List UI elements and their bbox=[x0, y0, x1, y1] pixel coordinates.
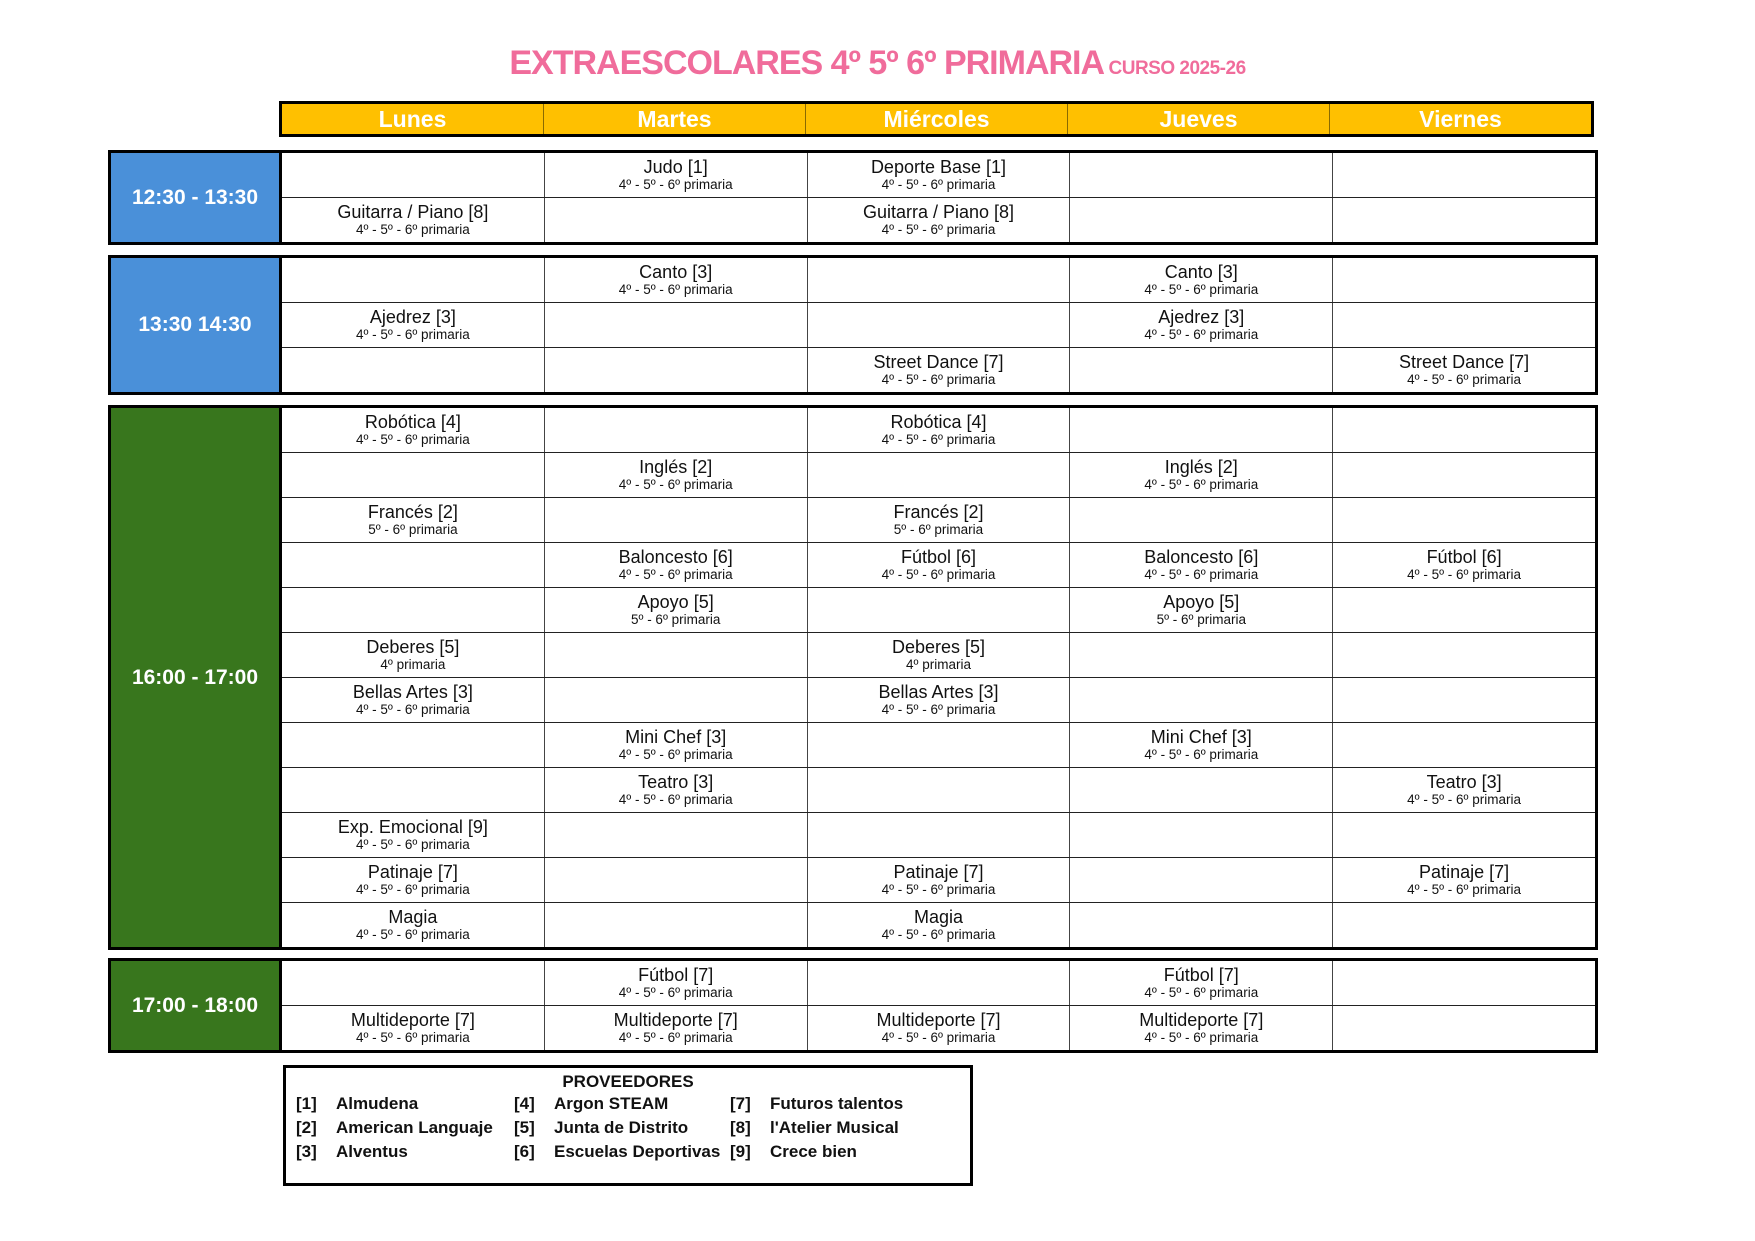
empty-cell bbox=[544, 858, 807, 902]
time-slot-label: 12:30 - 13:30 bbox=[111, 153, 282, 242]
activity-level: 4º - 5º - 6º primaria bbox=[618, 792, 733, 807]
activity-name: Patinaje [7] bbox=[1419, 862, 1510, 882]
empty-cell bbox=[1332, 198, 1595, 242]
activity-row bbox=[282, 677, 1595, 722]
activity-cell bbox=[282, 903, 544, 947]
activity-cell bbox=[1069, 588, 1332, 632]
activity-name: Francés [2] bbox=[893, 502, 984, 522]
activity-cell bbox=[807, 543, 1070, 587]
empty-cell bbox=[1332, 408, 1595, 452]
legend-column bbox=[296, 1094, 514, 1166]
activity-cell bbox=[807, 633, 1070, 677]
activity-name: Multideporte [7] bbox=[613, 1010, 738, 1030]
activity-level: 4º - 5º - 6º primaria bbox=[881, 927, 996, 942]
activity-name: Fútbol [7] bbox=[638, 965, 714, 985]
activity-level: 5º - 6º primaria bbox=[893, 522, 984, 537]
activity-row bbox=[282, 542, 1595, 587]
provider-name: Argon STEAM bbox=[554, 1094, 669, 1113]
legend-columns bbox=[286, 1094, 970, 1166]
activity-cell bbox=[544, 453, 807, 497]
activity-level: 4º - 5º - 6º primaria bbox=[1407, 567, 1521, 582]
activity-level: 4º - 5º - 6º primaria bbox=[618, 282, 733, 297]
provider-code: [2] bbox=[296, 1118, 317, 1137]
activity-name: Inglés [2] bbox=[1164, 457, 1238, 477]
provider-name: Futuros talentos bbox=[770, 1094, 904, 1113]
activity-cell bbox=[1332, 543, 1595, 587]
activity-name: Baloncesto [6] bbox=[618, 547, 733, 567]
empty-cell bbox=[1332, 498, 1595, 542]
time-block bbox=[108, 255, 1598, 395]
empty-cell bbox=[1332, 453, 1595, 497]
activity-cell bbox=[544, 258, 807, 302]
activity-cell bbox=[282, 858, 544, 902]
empty-cell bbox=[282, 453, 544, 497]
empty-cell bbox=[1069, 348, 1332, 392]
activity-row bbox=[282, 722, 1595, 767]
empty-cell bbox=[544, 678, 807, 722]
empty-cell bbox=[1332, 723, 1595, 767]
activity-level: 4º - 5º - 6º primaria bbox=[1144, 477, 1259, 492]
activity-name: Apoyo [5] bbox=[637, 592, 714, 612]
activity-level: 4º - 5º - 6º primaria bbox=[1144, 985, 1259, 1000]
activity-row bbox=[282, 961, 1595, 1005]
time-slot-label: 17:00 - 18:00 bbox=[111, 961, 282, 1050]
empty-cell bbox=[282, 588, 544, 632]
legend-column bbox=[514, 1094, 730, 1166]
empty-cell bbox=[1069, 633, 1332, 677]
empty-cell bbox=[1332, 903, 1595, 947]
activity-cell bbox=[1069, 1006, 1332, 1050]
empty-cell bbox=[282, 768, 544, 812]
activity-level: 4º - 5º - 6º primaria bbox=[1144, 282, 1259, 297]
day-martes: Martes bbox=[543, 104, 805, 134]
legend-item bbox=[296, 1142, 514, 1166]
provider-name: Almudena bbox=[336, 1094, 419, 1113]
provider-name: Escuelas Deportivas bbox=[554, 1142, 721, 1161]
activity-level: 4º - 5º - 6º primaria bbox=[618, 1030, 733, 1045]
activity-level: 4º - 5º - 6º primaria bbox=[355, 927, 470, 942]
legend-item bbox=[730, 1142, 930, 1166]
activity-cell bbox=[544, 153, 807, 197]
time-block bbox=[108, 405, 1598, 950]
legend-column bbox=[730, 1094, 930, 1166]
activity-cell bbox=[807, 198, 1070, 242]
activity-row bbox=[282, 408, 1595, 452]
activity-cell bbox=[807, 678, 1070, 722]
provider-name: Junta de Distrito bbox=[554, 1118, 689, 1137]
activity-name: Fútbol [7] bbox=[1163, 965, 1239, 985]
activity-name: Francés [2] bbox=[367, 502, 458, 522]
days-header bbox=[279, 101, 1594, 137]
activity-cell bbox=[544, 543, 807, 587]
activity-cell bbox=[1069, 723, 1332, 767]
time-block bbox=[108, 150, 1598, 245]
provider-code: [3] bbox=[296, 1142, 317, 1161]
empty-cell bbox=[1332, 303, 1595, 347]
empty-cell bbox=[544, 813, 807, 857]
empty-cell bbox=[282, 153, 544, 197]
activity-name: Inglés [2] bbox=[639, 457, 713, 477]
activity-cell bbox=[807, 1006, 1070, 1050]
empty-cell bbox=[1069, 813, 1332, 857]
activity-name: Apoyo [5] bbox=[1163, 592, 1240, 612]
activity-level: 4º - 5º - 6º primaria bbox=[881, 882, 996, 897]
activity-level: 4º - 5º - 6º primaria bbox=[1144, 327, 1259, 342]
empty-cell bbox=[1332, 678, 1595, 722]
time-slot-label: 16:00 - 17:00 bbox=[111, 408, 282, 947]
activity-name: Bellas Artes [3] bbox=[352, 682, 473, 702]
activity-level: 4º - 5º - 6º primaria bbox=[618, 477, 733, 492]
activity-level: 5º - 6º primaria bbox=[1156, 612, 1246, 627]
day-jueves: Jueves bbox=[1067, 104, 1329, 134]
activity-cell bbox=[544, 723, 807, 767]
provider-code: [4] bbox=[514, 1094, 535, 1113]
activity-level: 4º - 5º - 6º primaria bbox=[355, 837, 470, 852]
empty-cell bbox=[1332, 153, 1595, 197]
activity-row bbox=[282, 302, 1595, 347]
activity-level: 4º - 5º - 6º primaria bbox=[1144, 567, 1259, 582]
activity-cell bbox=[544, 768, 807, 812]
activity-cell bbox=[807, 348, 1070, 392]
activity-level: 4º - 5º - 6º primaria bbox=[881, 1030, 996, 1045]
activity-grid bbox=[282, 961, 1595, 1050]
legend-item bbox=[514, 1094, 730, 1118]
activity-name: Exp. Emocional [9] bbox=[337, 817, 488, 837]
legend-item bbox=[514, 1118, 730, 1142]
activity-name: Deporte Base [1] bbox=[870, 157, 1007, 177]
activity-level: 4º - 5º - 6º primaria bbox=[355, 882, 470, 897]
activity-row bbox=[282, 902, 1595, 947]
activity-level: 4º - 5º - 6º primaria bbox=[618, 177, 733, 192]
activity-name: Fútbol [6] bbox=[900, 547, 977, 567]
activity-row bbox=[282, 1005, 1595, 1050]
activity-name: Street Dance [7] bbox=[1399, 352, 1530, 372]
empty-cell bbox=[1069, 903, 1332, 947]
activity-level: 4º - 5º - 6º primaria bbox=[1407, 882, 1521, 897]
activity-cell bbox=[544, 588, 807, 632]
empty-cell bbox=[807, 961, 1070, 1005]
empty-cell bbox=[544, 408, 807, 452]
activity-level: 5º - 6º primaria bbox=[368, 522, 458, 537]
activity-cell bbox=[282, 813, 544, 857]
activity-level: 4º - 5º - 6º primaria bbox=[1144, 747, 1259, 762]
day-viernes: Viernes bbox=[1329, 104, 1591, 134]
activity-cell bbox=[1069, 961, 1332, 1005]
page-title bbox=[0, 44, 1755, 83]
activity-cell bbox=[544, 1006, 807, 1050]
activity-cell bbox=[282, 498, 544, 542]
activity-name: Deberes [5] bbox=[366, 637, 460, 657]
activity-cell bbox=[807, 153, 1070, 197]
legend-item bbox=[730, 1118, 930, 1142]
activity-level: 4º primaria bbox=[906, 657, 971, 672]
activity-row bbox=[282, 197, 1595, 242]
activity-name: Deberes [5] bbox=[891, 637, 986, 657]
activity-level: 4º - 5º - 6º primaria bbox=[1407, 792, 1521, 807]
empty-cell bbox=[1332, 813, 1595, 857]
time-block bbox=[108, 958, 1598, 1053]
provider-code: [1] bbox=[296, 1094, 317, 1113]
empty-cell bbox=[544, 303, 807, 347]
activity-name: Magia bbox=[388, 907, 438, 927]
empty-cell bbox=[1332, 633, 1595, 677]
activity-level: 4º - 5º - 6º primaria bbox=[881, 702, 996, 717]
activity-level: 4º - 5º - 6º primaria bbox=[355, 327, 470, 342]
empty-cell bbox=[1069, 408, 1332, 452]
empty-cell bbox=[544, 348, 807, 392]
activity-name: Mini Chef [3] bbox=[1150, 727, 1252, 747]
empty-cell bbox=[544, 903, 807, 947]
empty-cell bbox=[807, 303, 1070, 347]
empty-cell bbox=[282, 543, 544, 587]
provider-name: Crece bien bbox=[770, 1142, 857, 1161]
activity-level: 4º - 5º - 6º primaria bbox=[881, 432, 996, 447]
legend-item bbox=[730, 1094, 930, 1118]
activity-cell bbox=[807, 498, 1070, 542]
title-course: CURSO 2025-26 bbox=[1108, 58, 1246, 79]
activity-cell bbox=[1069, 453, 1332, 497]
activity-grid bbox=[282, 153, 1595, 242]
activity-cell bbox=[282, 1006, 544, 1050]
activity-name: Bellas Artes [3] bbox=[878, 682, 999, 702]
provider-code: [7] bbox=[730, 1094, 751, 1113]
empty-cell bbox=[1069, 678, 1332, 722]
activity-level: 4º - 5º - 6º primaria bbox=[355, 222, 470, 237]
activity-cell bbox=[1069, 258, 1332, 302]
activity-cell bbox=[1069, 543, 1332, 587]
activity-level: 4º - 5º - 6º primaria bbox=[1144, 1030, 1259, 1045]
activity-level: 4º - 5º - 6º primaria bbox=[618, 747, 733, 762]
activity-level: 4º - 5º - 6º primaria bbox=[881, 372, 996, 387]
provider-code: [9] bbox=[730, 1142, 751, 1161]
empty-cell bbox=[282, 961, 544, 1005]
activity-cell bbox=[807, 858, 1070, 902]
provider-code: [5] bbox=[514, 1118, 535, 1137]
empty-cell bbox=[807, 723, 1070, 767]
activity-row bbox=[282, 812, 1595, 857]
activity-level: 4º - 5º - 6º primaria bbox=[618, 567, 733, 582]
activity-level: 4º - 5º - 6º primaria bbox=[1407, 372, 1521, 387]
activity-name: Canto [3] bbox=[1164, 262, 1238, 282]
activity-name: Ajedrez [3] bbox=[1158, 307, 1245, 327]
empty-cell bbox=[1069, 768, 1332, 812]
empty-cell bbox=[807, 258, 1070, 302]
empty-cell bbox=[807, 453, 1070, 497]
activity-cell bbox=[282, 303, 544, 347]
provider-name: l'Atelier Musical bbox=[770, 1118, 899, 1137]
activity-name: Street Dance [7] bbox=[873, 352, 1004, 372]
activity-row bbox=[282, 497, 1595, 542]
empty-cell bbox=[282, 258, 544, 302]
activity-level: 4º - 5º - 6º primaria bbox=[355, 432, 470, 447]
empty-cell bbox=[544, 633, 807, 677]
activity-name: Fútbol [6] bbox=[1426, 547, 1502, 567]
activity-level: 4º - 5º - 6º primaria bbox=[881, 177, 996, 192]
activity-name: Baloncesto [6] bbox=[1144, 547, 1259, 567]
provider-name: Alventus bbox=[336, 1142, 408, 1161]
activity-level: 4º - 5º - 6º primaria bbox=[881, 567, 996, 582]
empty-cell bbox=[544, 498, 807, 542]
provider-name: American Languaje bbox=[336, 1118, 493, 1137]
activity-level: 4º - 5º - 6º primaria bbox=[618, 985, 733, 1000]
legend-item bbox=[296, 1118, 514, 1142]
provider-code: [8] bbox=[730, 1118, 751, 1137]
activity-cell bbox=[1332, 348, 1595, 392]
activity-level: 5º - 6º primaria bbox=[631, 612, 721, 627]
empty-cell bbox=[807, 768, 1070, 812]
activity-name: Multideporte [7] bbox=[1139, 1010, 1264, 1030]
activity-cell bbox=[807, 408, 1070, 452]
activity-cell bbox=[282, 408, 544, 452]
activity-row bbox=[282, 153, 1595, 197]
legend-item bbox=[514, 1142, 730, 1166]
activity-cell bbox=[282, 678, 544, 722]
empty-cell bbox=[1069, 198, 1332, 242]
activity-row bbox=[282, 452, 1595, 497]
activity-cell bbox=[1332, 858, 1595, 902]
activity-name: Teatro [3] bbox=[638, 772, 714, 792]
empty-cell bbox=[282, 723, 544, 767]
title-main: EXTRAESCOLARES 4º 5º 6º PRIMARIA bbox=[509, 44, 1105, 82]
activity-name: Robótica [4] bbox=[890, 412, 987, 432]
activity-row bbox=[282, 632, 1595, 677]
activity-row bbox=[282, 857, 1595, 902]
provider-code: [6] bbox=[514, 1142, 535, 1161]
activity-name: Patinaje [7] bbox=[367, 862, 458, 882]
empty-cell bbox=[1332, 1006, 1595, 1050]
legend-item bbox=[296, 1094, 514, 1118]
activity-name: Guitarra / Piano [8] bbox=[862, 202, 1015, 222]
legend-title: PROVEEDORES bbox=[562, 1072, 694, 1091]
activity-row bbox=[282, 347, 1595, 392]
activity-row bbox=[282, 587, 1595, 632]
activity-cell bbox=[282, 633, 544, 677]
empty-cell bbox=[282, 348, 544, 392]
empty-cell bbox=[807, 588, 1070, 632]
activity-cell bbox=[544, 961, 807, 1005]
time-slot-label: 13:30 14:30 bbox=[111, 258, 282, 392]
activity-cell bbox=[1069, 303, 1332, 347]
empty-cell bbox=[807, 813, 1070, 857]
activity-cell bbox=[807, 903, 1070, 947]
activity-name: Teatro [3] bbox=[1426, 772, 1502, 792]
activity-name: Judo [1] bbox=[643, 157, 708, 177]
activity-name: Mini Chef [3] bbox=[625, 727, 727, 747]
empty-cell bbox=[1069, 858, 1332, 902]
activity-grid bbox=[282, 408, 1595, 947]
activity-cell bbox=[282, 198, 544, 242]
activity-name: Canto [3] bbox=[639, 262, 713, 282]
activity-row bbox=[282, 258, 1595, 302]
activity-name: Magia bbox=[913, 907, 963, 927]
activity-grid bbox=[282, 258, 1595, 392]
activity-name: Ajedrez [3] bbox=[369, 307, 456, 327]
activity-cell bbox=[1332, 768, 1595, 812]
activity-level: 4º - 5º - 6º primaria bbox=[355, 702, 470, 717]
empty-cell bbox=[1069, 498, 1332, 542]
activity-name: Guitarra / Piano [8] bbox=[337, 202, 489, 222]
activity-name: Multideporte [7] bbox=[876, 1010, 1001, 1030]
empty-cell bbox=[544, 198, 807, 242]
empty-cell bbox=[1332, 258, 1595, 302]
activity-level: 4º - 5º - 6º primaria bbox=[355, 1030, 470, 1045]
day-miercoles: Miércoles bbox=[805, 104, 1067, 134]
activity-name: Multideporte [7] bbox=[350, 1010, 475, 1030]
day-lunes: Lunes bbox=[378, 106, 447, 132]
empty-cell bbox=[1332, 961, 1595, 1005]
activity-row bbox=[282, 767, 1595, 812]
activity-name: Robótica [4] bbox=[364, 412, 461, 432]
activity-name: Patinaje [7] bbox=[893, 862, 984, 882]
activity-level: 4º primaria bbox=[380, 657, 446, 672]
empty-cell bbox=[1332, 588, 1595, 632]
providers-legend bbox=[283, 1065, 973, 1186]
empty-cell bbox=[1069, 153, 1332, 197]
activity-level: 4º - 5º - 6º primaria bbox=[881, 222, 996, 237]
